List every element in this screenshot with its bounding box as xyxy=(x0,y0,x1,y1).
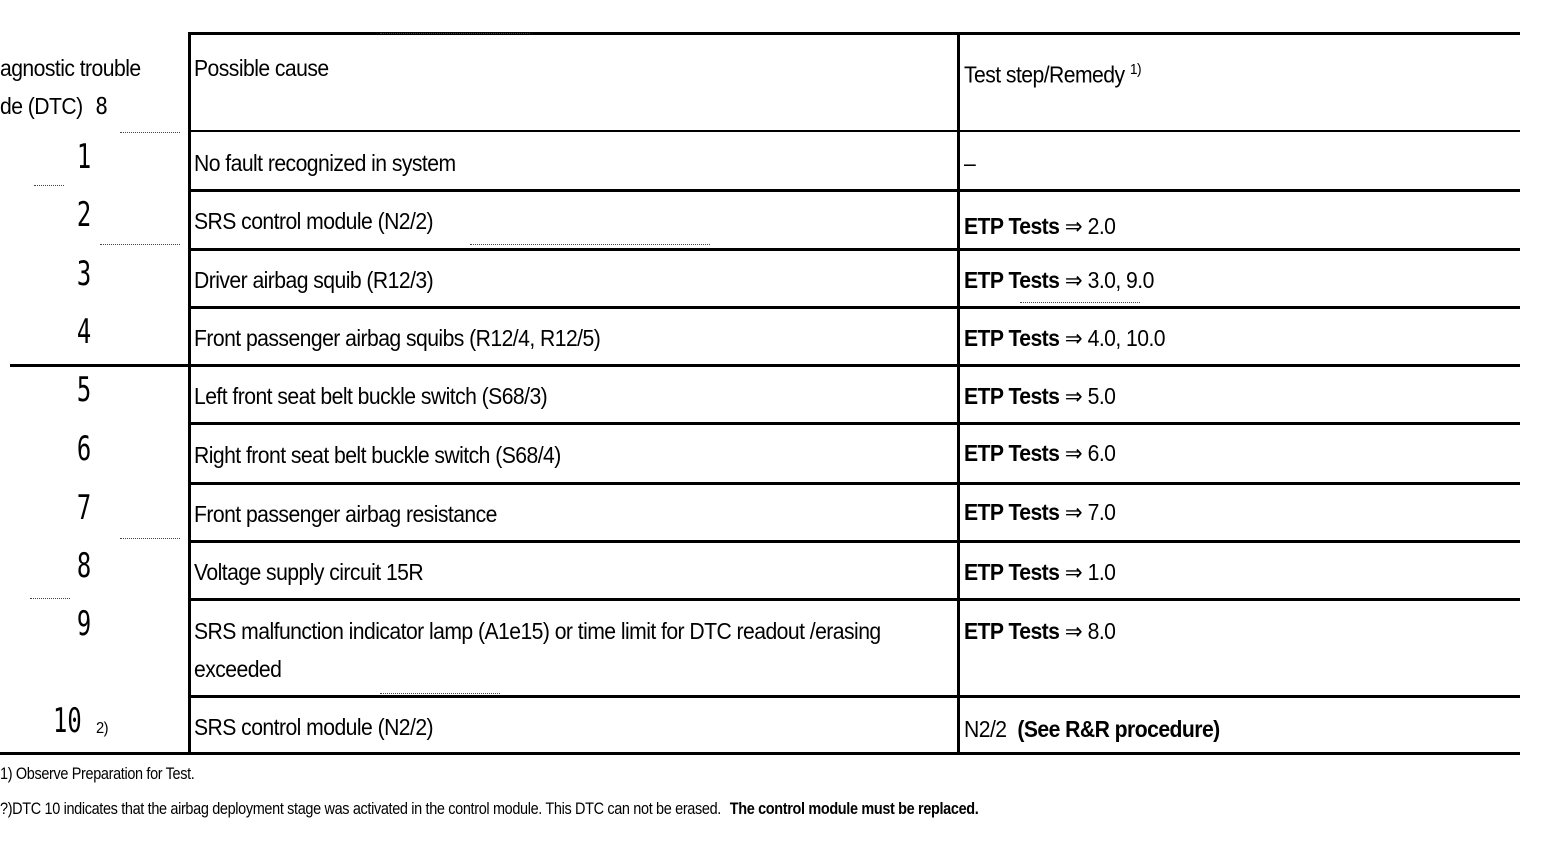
possible-cause: Front passenger airbag squibs (R12/4, R12/5) xyxy=(194,325,601,351)
remedy-prefix: N2/2 xyxy=(964,716,1007,742)
dtc-code: 9 xyxy=(76,604,92,644)
arrow-icon: ⇒ xyxy=(1064,213,1083,239)
arrow-icon: ⇒ xyxy=(1064,267,1083,293)
arrow-icon: ⇒ xyxy=(1064,559,1083,585)
remedy-prefix: ETP Tests xyxy=(964,383,1060,409)
dtc-code-note: 2) xyxy=(96,720,108,737)
remedy xyxy=(964,494,1115,531)
dtc-code: 3 xyxy=(76,254,92,294)
dtc-code: 4 xyxy=(76,312,92,352)
dtc-code: 2 xyxy=(76,195,92,235)
remedy xyxy=(964,320,1165,357)
header-possible-cause: Possible cause xyxy=(194,55,329,81)
header-dtc-label: de (DTC) xyxy=(0,93,83,119)
remedy-prefix: ETP Tests xyxy=(964,559,1060,585)
remedy-prefix: ETP Tests xyxy=(964,499,1060,525)
dtc-code: 10 xyxy=(53,701,82,741)
scan-artifact xyxy=(380,693,500,695)
remedy-value: 6.0 xyxy=(1087,440,1116,466)
remedy-prefix: ETP Tests xyxy=(964,440,1060,466)
arrow-icon: ⇒ xyxy=(1064,618,1083,644)
possible-cause: SRS control module (N2/2) xyxy=(194,714,434,740)
scan-artifact xyxy=(1020,302,1140,304)
column-divider-1 xyxy=(188,32,191,752)
possible-cause: SRS control module (N2/2) xyxy=(194,208,434,234)
remedy-value: 4.0, 10.0 xyxy=(1087,325,1166,351)
remedy xyxy=(964,145,975,182)
row-rule xyxy=(190,306,1520,309)
row-rule xyxy=(190,482,1520,485)
remedy-prefix: ETP Tests xyxy=(964,267,1060,293)
dtc-code: 8 xyxy=(76,546,92,586)
scan-artifact xyxy=(470,244,710,246)
possible-cause: Front passenger airbag resistance xyxy=(194,501,497,527)
arrow-icon: ⇒ xyxy=(1064,325,1083,351)
remedy xyxy=(964,711,1220,748)
remedy-value: 8.0 xyxy=(1087,618,1116,644)
row-rule xyxy=(190,248,1520,251)
header-dtc-line2 xyxy=(0,90,107,123)
row-rule xyxy=(190,598,1520,601)
possible-cause-continued: exceeded xyxy=(194,656,282,682)
footnote-1: 1) Observe Preparation for Test. xyxy=(0,764,195,783)
remedy-value: (See R&R procedure) xyxy=(1017,716,1220,742)
footnote-2-bold: The control module must be replaced. xyxy=(729,799,979,818)
header-remedy-note: 1) xyxy=(1129,61,1142,78)
row-rule xyxy=(190,422,1520,425)
remedy xyxy=(964,378,1115,415)
remedy-prefix: ETP Tests xyxy=(964,213,1060,239)
possible-cause: Voltage supply circuit 15R xyxy=(194,559,424,585)
remedy xyxy=(964,208,1115,245)
footnote-2 xyxy=(0,798,978,820)
remedy-value: 3.0, 9.0 xyxy=(1087,267,1154,293)
remedy xyxy=(964,262,1154,299)
header-dtc-line1: agnostic trouble xyxy=(0,55,141,81)
table-bottom-rule xyxy=(0,752,1520,755)
scan-artifact xyxy=(120,132,180,134)
row-rule xyxy=(190,189,1520,192)
remedy xyxy=(964,435,1115,472)
header-remedy-label: Test step/Remedy xyxy=(964,61,1125,88)
header-dtc-glyph: 8 xyxy=(95,94,108,120)
remedy xyxy=(964,554,1115,591)
remedy-value: 1.0 xyxy=(1087,559,1116,585)
dtc-code: 6 xyxy=(76,429,92,469)
table-header-rule xyxy=(190,130,1520,132)
arrow-icon: ⇒ xyxy=(1064,383,1083,409)
column-divider-2 xyxy=(957,32,960,752)
possible-cause: SRS malfunction indicator lamp (A1e15) or time limit for DTC readout /erasing xyxy=(194,618,881,644)
scan-artifact xyxy=(100,244,180,246)
possible-cause: Driver airbag squib (R12/3) xyxy=(194,267,434,293)
dtc-code: 1 xyxy=(76,137,92,177)
remedy-prefix: ETP Tests xyxy=(964,618,1060,644)
remedy-value: 7.0 xyxy=(1087,499,1116,525)
scan-artifact xyxy=(34,185,64,187)
remedy-value: 5.0 xyxy=(1087,383,1116,409)
row-rule xyxy=(10,364,1520,367)
arrow-icon: ⇒ xyxy=(1064,499,1083,525)
row-rule xyxy=(190,695,1520,698)
possible-cause: No fault recognized in system xyxy=(194,150,456,176)
remedy xyxy=(964,613,1115,650)
dtc-code: 7 xyxy=(76,488,92,528)
arrow-icon: ⇒ xyxy=(1064,440,1083,466)
dtc-code: 5 xyxy=(76,370,92,410)
remedy-value: 2.0 xyxy=(1087,213,1116,239)
scan-artifact xyxy=(30,598,70,600)
remedy-value: – xyxy=(964,150,976,176)
remedy-prefix: ETP Tests xyxy=(964,325,1060,351)
header-test-step-remedy xyxy=(964,54,1141,91)
footnote-2-text: ?)DTC 10 indicates that the airbag deployment stage was activated in the control module. This DTC can not be erased. xyxy=(0,799,721,818)
possible-cause: Left front seat belt buckle switch (S68/3) xyxy=(194,383,548,409)
scan-artifact xyxy=(380,33,530,35)
row-rule xyxy=(190,540,1520,543)
possible-cause: Right front seat belt buckle switch (S68/4) xyxy=(194,442,561,468)
scan-artifact xyxy=(120,538,180,540)
